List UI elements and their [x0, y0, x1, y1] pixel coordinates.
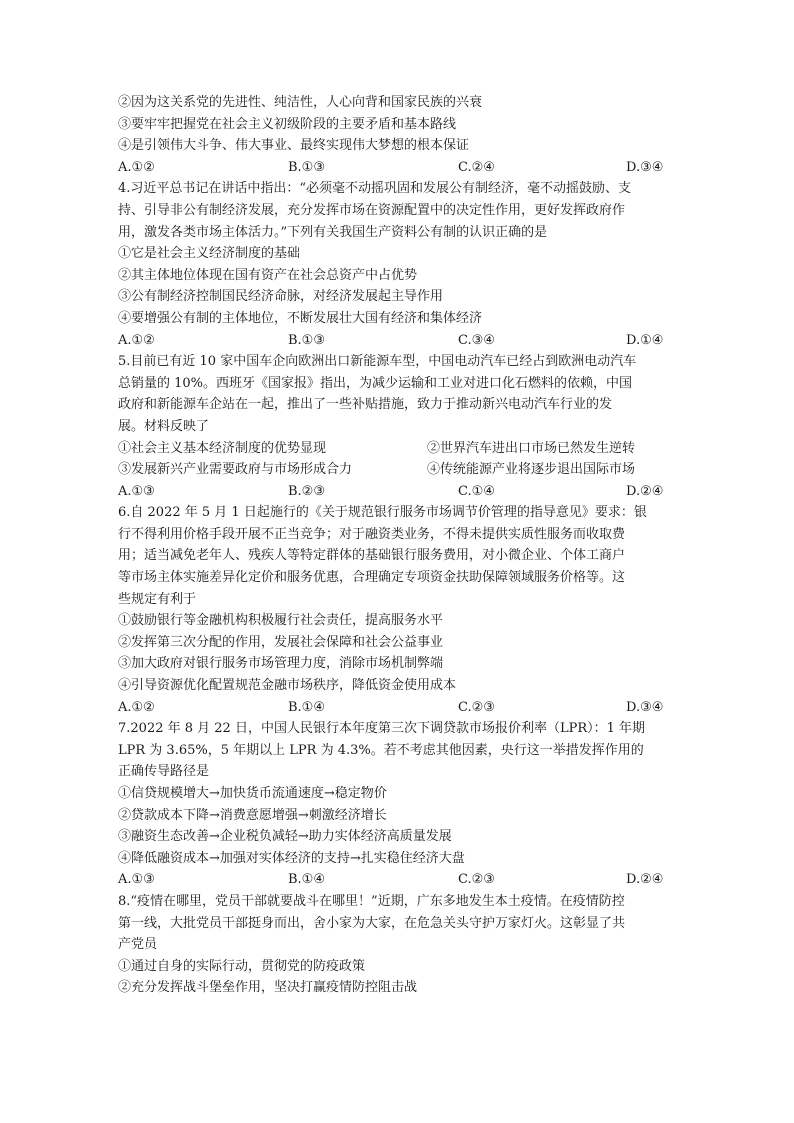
question-8 [118, 891, 678, 999]
q5-option-c: C.①④ [458, 483, 495, 499]
q7-stem-line: LPR 为 3.65%，5 年期以上 LPR 为 4.3%。若不考虑其他因素，央行这一举措发挥作用的 [118, 742, 644, 758]
q5-stem-line: 总销量的 10%。西班牙《国家报》指出，为减少运输和工业对进口化石燃料的依赖，中国 [118, 375, 633, 391]
q3-options [118, 157, 678, 179]
q6-item-4: ④引导资源优化配置规范金融市场秩序，降低资金使用成本 [118, 678, 457, 694]
exam-content [118, 92, 678, 999]
q4-item-2: ②其主体地位体现在国有资产在社会总资产中占优势 [118, 267, 418, 283]
q6-options [118, 697, 678, 719]
q5-item-3: ③发展新兴产业需要政府与市场形成合力 [118, 462, 353, 478]
q6-stem-line: 行不得利用价格手段开展不正当竞争；对于融资类业务，不得未提供实质性服务而收取费 [118, 526, 626, 542]
q4-options [118, 330, 678, 352]
q7-option-d: D.②④ [626, 872, 664, 888]
question-6 [118, 502, 678, 718]
q5-option-b: B.②③ [288, 483, 325, 499]
q8-stem-line: 8.“疫情在哪里，党员干部就要战斗在哪里！”近期，广东多地发生本土疫情。在疫情防控 [118, 893, 625, 909]
q7-item-2: ②贷款成本下降→消费意愿增强→刺激经济增长 [118, 807, 387, 823]
q8-stem-line: 产党员 [118, 937, 158, 953]
q5-options [118, 481, 678, 503]
q4-stem-line: 持、引导非公有制经济发展，充分发挥市场在资源配置中的决定性作用，更好发挥政府作 [118, 202, 626, 218]
q5-items-row [118, 438, 678, 460]
q7-option-a: A.①③ [118, 872, 155, 888]
q7-option-b: B.①④ [288, 872, 325, 888]
q3-option-c: C.②④ [458, 159, 495, 175]
q7-item-1: ①信贷规模增大→加快货币流通速度→稳定物价 [118, 786, 387, 801]
question-7 [118, 718, 678, 891]
q5-stem-line: 5.目前已有近 10 家中国车企向欧洲出口新能源车型，中国电动汽车已经占到欧洲电动汽车 [118, 354, 637, 370]
q6-item-1: ①鼓励银行等金融机构积极履行社会责任，提高服务水平 [118, 613, 444, 629]
q7-item-4: ④降低融资成本→加强对实体经济的支持→扎实稳住经济大盘 [118, 850, 465, 866]
q3-item-4: ④是引领伟大斗争、伟大事业、最终实现伟大梦想的根本保证 [118, 138, 470, 154]
q6-stem-line: 等市场主体实施差异化定价和服务优惠，合理确定专项资金扶助保障领域服务价格等。这 [118, 570, 626, 586]
q4-option-c: C.③④ [458, 332, 495, 348]
q5-item-1: ①社会主义基本经济制度的优势显现 [118, 440, 327, 456]
q8-stem-line: 第一线，大批党员干部挺身而出，舍小家为大家，在危急关头守护万家灯火。这彰显了共 [118, 915, 626, 931]
q6-option-a: A.①② [118, 699, 155, 715]
q6-option-b: B.①④ [288, 699, 325, 715]
q4-stem-line: 用，激发各类市场主体活力。”下列有关我国生产资料公有制的认识正确的是 [118, 224, 548, 240]
q4-item-4: ④要增强公有制的主体地位，不断发展壮大国有经济和集体经济 [118, 310, 483, 326]
q6-item-3: ③加大政府对银行服务市场管理力度，消除市场机制弊端 [118, 656, 444, 672]
q5-stem-line: 政府和新能源车企站在一起，推出了一些补贴措施，致力于推动新兴电动汽车行业的发 [118, 397, 613, 413]
q4-option-a: A.①② [118, 332, 155, 348]
q5-option-d: D.②④ [626, 483, 664, 499]
q6-option-c: C.②③ [458, 699, 495, 715]
q7-stem-line: 7.2022 年 8 月 22 日，中国人民银行本年度第三次下调贷款市场报价利率（LPR）：1 年期 [118, 721, 646, 737]
q4-item-3: ③公有制经济控制国民经济命脉，对经济发展起主导作用 [118, 289, 444, 305]
q6-option-d: D.③④ [626, 699, 664, 715]
q5-item-2: ②世界汽车进出口市场已然发生逆转 [427, 440, 636, 456]
q6-item-2: ②发挥第三次分配的作用，发展社会保障和社会公益事业 [118, 634, 444, 650]
q6-stem-line: 6.自 2022 年 5 月 1 日起施行的《关于规范银行服务市场调节价管理的指导意见》要求：银 [118, 505, 647, 521]
q5-items-row [118, 459, 678, 481]
q3-item-2: ②因为这关系党的先进性、纯洁性，人心向背和国家民族的兴衰 [118, 95, 483, 110]
question-5 [118, 351, 678, 502]
q3-option-d: D.③④ [626, 159, 664, 175]
q4-stem-line: 4.习近平总书记在讲话中指出：“必须毫不动摇巩固和发展公有制经济，毫不动摇鼓励、支 [118, 181, 632, 197]
q5-item-4: ④传统能源产业将逐步退出国际市场 [427, 462, 636, 478]
q6-stem-line: 用；适当减免老年人、残疾人等特定群体的基础银行服务费用，对小微企业、个体工商户 [118, 548, 626, 564]
q4-item-1: ①它是社会主义经济制度的基础 [118, 246, 301, 262]
q3-item-3: ③要牢牢把握党在社会主义初级阶段的主要矛盾和基本路线 [118, 116, 457, 132]
q3-option-a: A.①② [118, 159, 155, 175]
q4-option-b: B.①③ [288, 332, 325, 348]
q3-option-b: B.①③ [288, 159, 325, 175]
q7-item-3: ③融资生态改善→企业税负减轻→助力实体经济高质量发展 [118, 829, 452, 845]
q7-option-c: C.②③ [458, 872, 495, 888]
q6-stem-line: 些规定有利于 [118, 591, 197, 607]
question-4 [118, 178, 678, 351]
question-3-tail [118, 92, 678, 178]
q7-options [118, 869, 678, 891]
q8-item-2: ②充分发挥战斗堡垒作用，坚决打赢疫情防控阻击战 [118, 980, 418, 996]
q5-option-a: A.①③ [118, 483, 155, 499]
q5-stem-line: 展。材料反映了 [118, 418, 210, 434]
q7-stem-line: 正确传导路径是 [118, 764, 210, 780]
q4-option-d: D.①④ [626, 332, 664, 348]
q8-item-1: ①通过自身的实际行动，贯彻党的防疫政策 [118, 958, 366, 974]
